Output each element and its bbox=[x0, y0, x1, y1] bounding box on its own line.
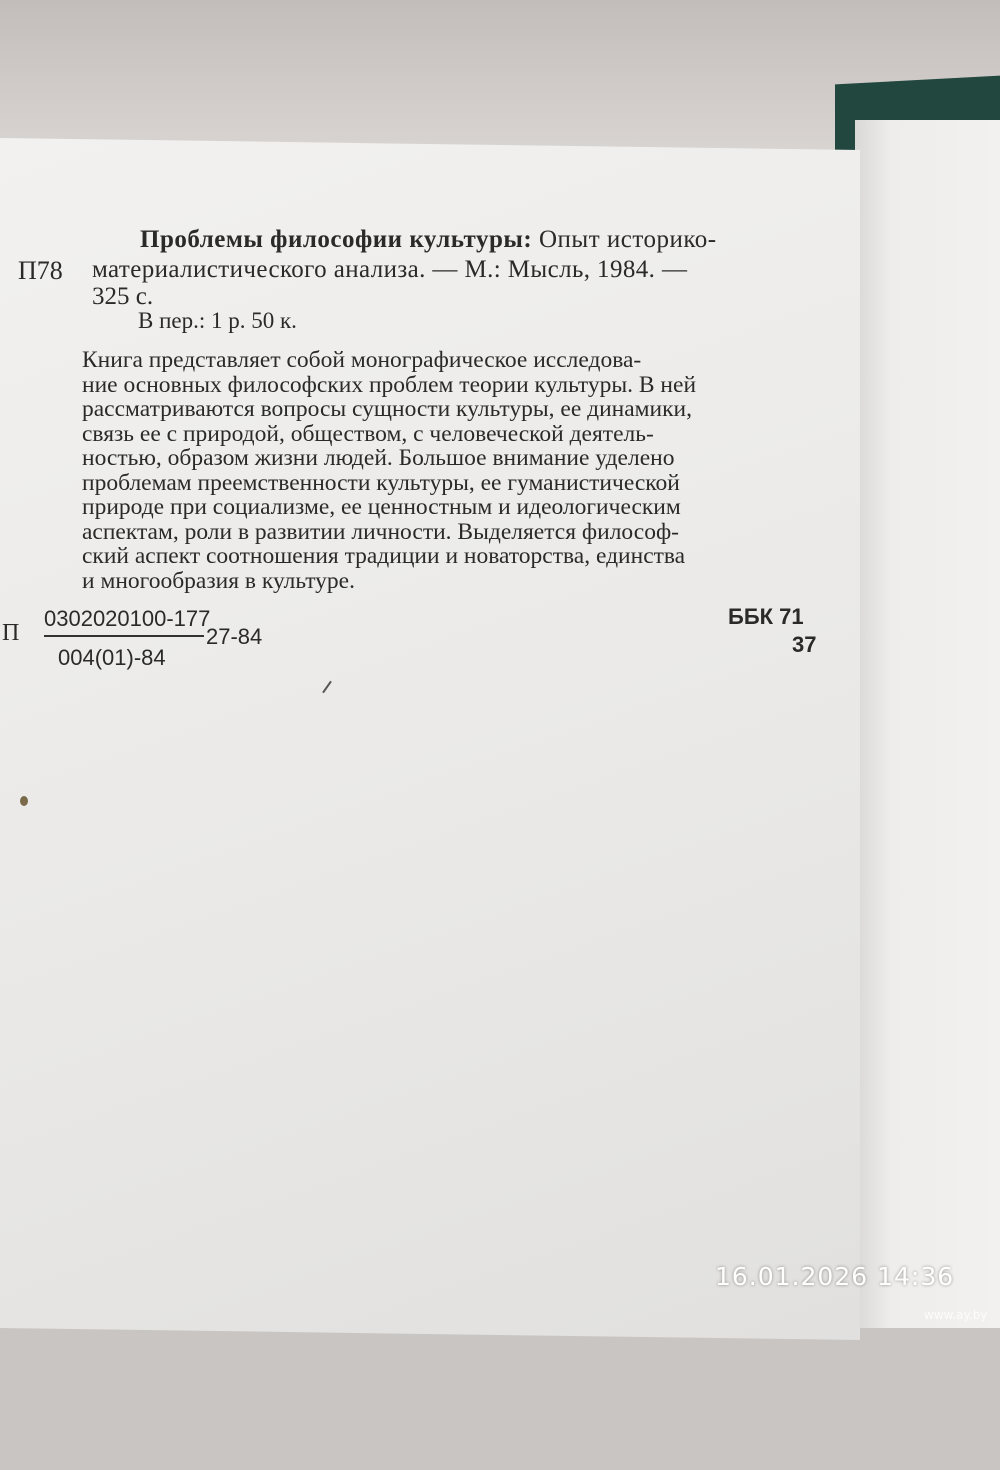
abstract-line: ние основных философских проблем теории культуры. В ней bbox=[82, 371, 697, 398]
abstract bbox=[82, 348, 817, 593]
catalog-code-fraction-line bbox=[44, 635, 204, 637]
abstract-line: ский аспект соотношения традиции и новаторства, единства bbox=[82, 543, 686, 569]
abstract-line: Книга представляет собой монографическое исследова- bbox=[82, 347, 642, 373]
book-title-bold: Проблемы философии культуры: bbox=[140, 226, 533, 253]
site-watermark: www.ay.by bbox=[924, 1308, 988, 1322]
paper-speck bbox=[20, 796, 28, 806]
abstract-line: рассматриваются вопросы сущности культуры, ее динамики, bbox=[82, 396, 693, 422]
bbk-code: ББК 71 bbox=[728, 604, 804, 629]
price: В пер.: 1 р. 50 к. bbox=[138, 308, 297, 333]
abstract-line: связь ее с природой, обществом, с человеческой деятель- bbox=[82, 420, 654, 447]
catalog-code-prefix: П bbox=[2, 620, 20, 646]
abstract-line: аспектам, роли в развитии личности. Выделяется философ- bbox=[82, 518, 680, 545]
catalog-code-numerator: 0302020100-177 bbox=[44, 606, 211, 631]
bbk-subcode: 37 bbox=[792, 632, 817, 657]
book-page bbox=[0, 138, 860, 1340]
right-page-edge bbox=[855, 120, 1000, 1328]
book-title bbox=[140, 226, 717, 254]
abstract-line: и многообразия в культуре. bbox=[82, 567, 355, 594]
catalog-code-suffix: 27-84 bbox=[206, 624, 263, 649]
catalog-code-denominator: 004(01)-84 bbox=[58, 645, 166, 670]
book-title-rest: Опыт историко- bbox=[532, 226, 717, 253]
abstract-line: проблемам преемственности культуры, ее гуманистической bbox=[82, 469, 680, 496]
index-code: П78 bbox=[18, 256, 63, 285]
abstract-line: природе при социализме, ее ценностным и идеологическим bbox=[82, 494, 681, 520]
page-count: 325 с. bbox=[92, 283, 154, 310]
photo-datetime-stamp: 16.01.2026 14:36 bbox=[715, 1262, 955, 1291]
title-line-2: материалистического анализа. — М.: Мысль, 1984. — bbox=[92, 256, 688, 283]
abstract-line: ностью, образом жизни людей. Большое внимание уделено bbox=[82, 445, 675, 471]
